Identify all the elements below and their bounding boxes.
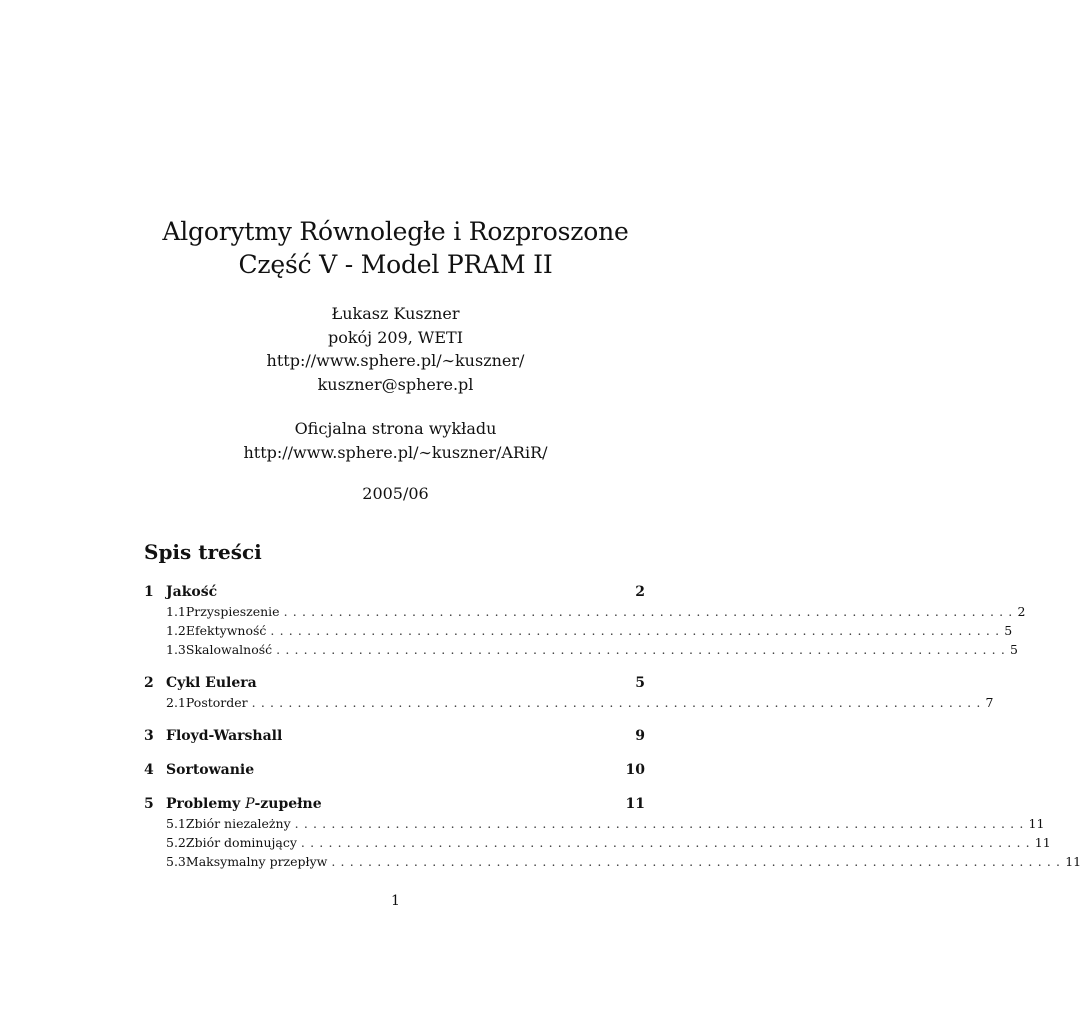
subsection-title: Przyspieszenie — [185, 604, 280, 619]
subsection-number: 5.2 — [166, 835, 186, 850]
author-name: Łukasz Kuszner — [331, 304, 460, 323]
title-line-1: Algorytmy Równoległe i Rozproszone — [162, 217, 629, 246]
leader-dots: ................................................................................ — [270, 623, 1005, 638]
subsection-page: 11 — [1028, 816, 1045, 831]
toc-subsection[interactable] — [144, 693, 994, 712]
course-info — [0, 417, 791, 464]
toc-subsection[interactable] — [144, 814, 1045, 833]
section-number: 4 — [144, 762, 154, 778]
subsection-title: Zbiór dominujący — [185, 835, 297, 850]
section-page: 9 — [635, 728, 645, 744]
subsection-title: Postorder — [185, 695, 248, 710]
leader-dots: ................................................................................ — [331, 854, 1066, 869]
toc-section[interactable] — [144, 726, 645, 746]
leader-dots: ................................................................................ — [300, 835, 1035, 850]
toc-subsection[interactable] — [144, 621, 1013, 640]
section-title: Sortowanie — [166, 762, 255, 778]
section-title-italic: P — [245, 796, 255, 812]
section-title — [166, 794, 626, 814]
section-title-suffix: -zupełne — [254, 796, 322, 812]
section-title: Floyd-Warshall — [166, 728, 283, 744]
document-date: 2005/06 — [362, 484, 429, 503]
section-page: 2 — [635, 584, 645, 600]
subsection-page: 11 — [1034, 835, 1051, 850]
subsection-page: 2 — [1017, 604, 1026, 619]
subsection-page: 7 — [985, 695, 994, 710]
leader-dots: ................................................................................ — [294, 816, 1029, 831]
author-room: pokój 209, WETI — [327, 327, 464, 347]
subsection-title: Maksymalny przepływ — [185, 854, 328, 869]
subsection-title: Zbiór niezależny — [185, 816, 291, 831]
section-title-prefix: Problemy — [166, 796, 246, 812]
course-url[interactable]: http://www.sphere.pl/∼kuszner/ARiR/ — [243, 442, 548, 462]
subsection-number: 1.1 — [166, 604, 186, 619]
document-title — [0, 215, 791, 281]
section-page: 5 — [635, 675, 645, 691]
toc-heading: Spis treści — [144, 540, 262, 564]
toc-subsection[interactable] — [144, 833, 1051, 852]
author-email[interactable]: kuszner@sphere.pl — [317, 374, 474, 394]
leader-dots: ................................................................................ — [251, 695, 986, 710]
subsection-number: 5.3 — [166, 854, 186, 869]
subsection-number: 1.3 — [166, 642, 186, 657]
subsection-number: 5.1 — [166, 816, 186, 831]
toc-section[interactable] — [144, 582, 645, 602]
toc-section[interactable] — [144, 760, 645, 780]
course-label: Oficjalna strona wykładu — [294, 419, 497, 438]
section-number: 1 — [144, 584, 154, 600]
section-title: Cykl Eulera — [166, 675, 257, 691]
subsection-page: 11 — [1065, 854, 1081, 869]
subsection-page: 5 — [1004, 623, 1013, 638]
toc-section[interactable] — [144, 673, 645, 693]
subsection-title: Skalowalność — [185, 642, 273, 657]
section-number: 2 — [144, 675, 154, 691]
leader-dots: ................................................................................ — [283, 604, 1018, 619]
author-info — [0, 302, 791, 396]
subsection-number: 1.2 — [166, 623, 186, 638]
section-number: 3 — [144, 728, 154, 744]
section-page: 11 — [625, 796, 645, 812]
subsection-title: Efektywność — [185, 623, 267, 638]
leader-dots: ................................................................................ — [276, 642, 1011, 657]
page-number: 1 — [391, 893, 400, 909]
toc-subsection[interactable] — [144, 852, 1081, 871]
subsection-page: 5 — [1010, 642, 1018, 657]
subsection-number: 2.1 — [166, 695, 186, 710]
toc-subsection[interactable] — [144, 602, 1026, 621]
toc-section[interactable] — [144, 794, 645, 814]
toc-subsection[interactable] — [144, 640, 1018, 659]
section-page: 10 — [625, 762, 645, 778]
author-url[interactable]: http://www.sphere.pl/∼kuszner/ — [266, 351, 525, 370]
section-title: Jakość — [166, 584, 218, 600]
table-of-contents — [144, 582, 1081, 871]
title-line-2: Część V - Model PRAM II — [238, 250, 553, 279]
section-number: 5 — [144, 796, 154, 812]
